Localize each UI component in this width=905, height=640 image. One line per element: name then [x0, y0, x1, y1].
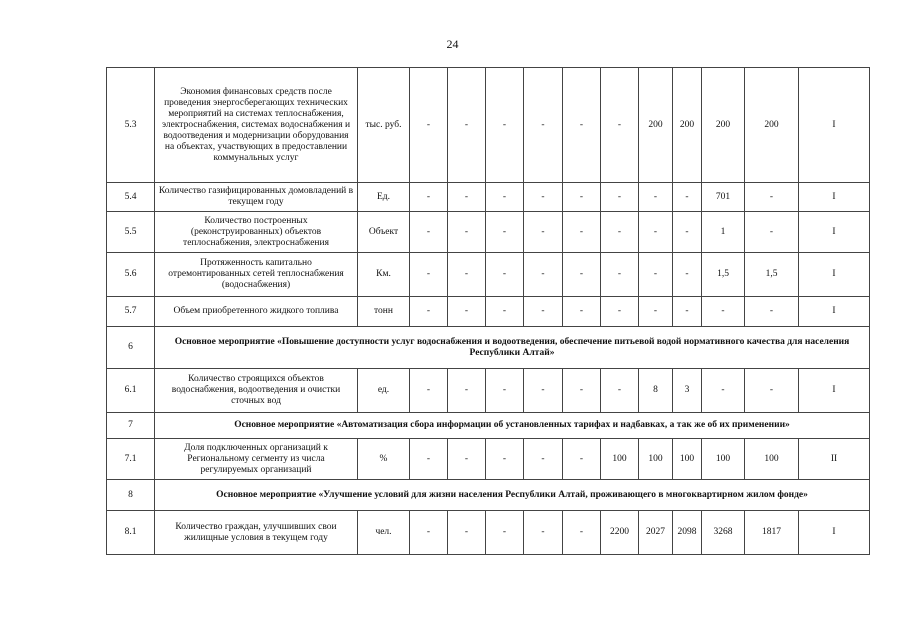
year-value: - [410, 439, 448, 480]
year-value: - [673, 297, 702, 327]
unit: % [358, 439, 410, 480]
year-value: - [702, 297, 745, 327]
unit: Ед. [358, 183, 410, 212]
year-value: - [524, 439, 563, 480]
year-value: 2027 [639, 511, 673, 555]
indicator-name: Количество построенных (реконструированных) объектов теплоснабжения, электроснабжения [155, 212, 358, 253]
year-value: 2098 [673, 511, 702, 555]
year-value: - [524, 212, 563, 253]
year-value: - [563, 183, 601, 212]
indicator-name: Экономия финансовых средств после проведения энергосберегающих технических мероприятий на системах теплоснабжения, электроснабжения, системах водоснабжения и водоотведения и модернизации оборудования на объектах, участвующих в предоставлении коммунальных услуг [155, 68, 358, 183]
year-value: - [639, 212, 673, 253]
year-value: 200 [639, 68, 673, 183]
section-row [107, 413, 870, 439]
year-value: - [745, 183, 799, 212]
year-value: - [639, 183, 673, 212]
period: I [799, 297, 870, 327]
year-value: 701 [702, 183, 745, 212]
row-number: 5.3 [107, 68, 155, 183]
year-value: - [486, 253, 524, 297]
year-value: - [673, 212, 702, 253]
table-row [107, 183, 870, 212]
year-value: - [486, 297, 524, 327]
section-row [107, 327, 870, 369]
section-row [107, 480, 870, 511]
unit: чел. [358, 511, 410, 555]
period: I [799, 253, 870, 297]
year-value: - [563, 212, 601, 253]
year-value: - [448, 297, 486, 327]
year-value: - [524, 253, 563, 297]
indicator-name: Объем приобретенного жидкого топлива [155, 297, 358, 327]
unit: Км. [358, 253, 410, 297]
year-value: - [524, 68, 563, 183]
year-value: - [448, 253, 486, 297]
row-number: 6.1 [107, 369, 155, 413]
year-value: 100 [745, 439, 799, 480]
year-value: - [601, 369, 639, 413]
period: I [799, 511, 870, 555]
table-row [107, 369, 870, 413]
year-value: - [410, 297, 448, 327]
year-value: - [410, 253, 448, 297]
row-number: 7 [107, 413, 155, 439]
row-number: 5.4 [107, 183, 155, 212]
year-value: 100 [639, 439, 673, 480]
row-number: 7.1 [107, 439, 155, 480]
section-title: Основное мероприятие «Повышение доступности услуг водоснабжения и водоотведения, обеспечение питьевой водой нормативного качества для населения Республики Алтай» [155, 327, 870, 369]
table-row [107, 511, 870, 555]
unit: тыс. руб. [358, 68, 410, 183]
year-value: - [639, 253, 673, 297]
indicator-name: Количество газифицированных домовладений в текущем году [155, 183, 358, 212]
table-row [107, 68, 870, 183]
year-value: 2200 [601, 511, 639, 555]
indicator-name: Протяженность капитально отремонтированных сетей теплоснабжения (водоснабжения) [155, 253, 358, 297]
row-number: 5.5 [107, 212, 155, 253]
year-value: 100 [601, 439, 639, 480]
year-value: - [563, 511, 601, 555]
section-title: Основное мероприятие «Улучшение условий для жизни населения Республики Алтай, проживающего в многоквартирном жилом фонде» [155, 480, 870, 511]
year-value: 200 [673, 68, 702, 183]
year-value: - [410, 68, 448, 183]
row-number: 6 [107, 327, 155, 369]
year-value: 200 [702, 68, 745, 183]
section-title: Основное мероприятие «Автоматизация сбора информации об установленных тарифах и надбавках, а так же об их применении» [155, 413, 870, 439]
year-value: 1,5 [702, 253, 745, 297]
year-value: - [639, 297, 673, 327]
year-value: - [410, 183, 448, 212]
year-value: - [486, 212, 524, 253]
table-row [107, 297, 870, 327]
year-value: 1,5 [745, 253, 799, 297]
indicator-name: Количество строящихся объектов водоснабжения, водоотведения и очистки сточных вод [155, 369, 358, 413]
row-number: 5.7 [107, 297, 155, 327]
year-value: - [563, 297, 601, 327]
year-value: - [673, 183, 702, 212]
period: I [799, 68, 870, 183]
row-number: 8.1 [107, 511, 155, 555]
year-value: - [601, 68, 639, 183]
unit: Объект [358, 212, 410, 253]
table-row [107, 439, 870, 480]
row-number: 5.6 [107, 253, 155, 297]
year-value: 200 [745, 68, 799, 183]
year-value: - [601, 183, 639, 212]
year-value: 8 [639, 369, 673, 413]
year-value: - [601, 253, 639, 297]
period: II [799, 439, 870, 480]
period: I [799, 183, 870, 212]
year-value: 100 [702, 439, 745, 480]
year-value: 3 [673, 369, 702, 413]
year-value: - [524, 297, 563, 327]
unit: тонн [358, 297, 410, 327]
table-row [107, 212, 870, 253]
year-value: - [448, 439, 486, 480]
year-value: - [563, 253, 601, 297]
year-value: - [448, 369, 486, 413]
year-value: - [601, 212, 639, 253]
year-value: - [673, 253, 702, 297]
year-value: - [486, 439, 524, 480]
year-value: 3268 [702, 511, 745, 555]
year-value: - [563, 68, 601, 183]
indicator-name: Количество граждан, улучшивших свои жилищные условия в текущем году [155, 511, 358, 555]
year-value: - [524, 511, 563, 555]
year-value: - [448, 68, 486, 183]
year-value: 1817 [745, 511, 799, 555]
indicators-table-body [107, 68, 870, 555]
year-value: - [410, 369, 448, 413]
year-value: - [745, 212, 799, 253]
page-number: 24 [446, 37, 459, 51]
year-value: - [486, 511, 524, 555]
year-value: - [563, 439, 601, 480]
year-value: - [448, 212, 486, 253]
year-value: - [486, 369, 524, 413]
year-value: - [486, 68, 524, 183]
year-value: - [448, 183, 486, 212]
year-value: - [410, 212, 448, 253]
year-value: - [601, 297, 639, 327]
year-value: - [702, 369, 745, 413]
indicator-name: Доля подключенных организаций к Региональному сегменту из числа регулируемых организаций [155, 439, 358, 480]
year-value: 1 [702, 212, 745, 253]
year-value: - [448, 511, 486, 555]
period: I [799, 212, 870, 253]
unit: ед. [358, 369, 410, 413]
row-number: 8 [107, 480, 155, 511]
year-value: - [745, 297, 799, 327]
year-value: - [563, 369, 601, 413]
table-row [107, 253, 870, 297]
year-value: - [524, 369, 563, 413]
year-value: - [524, 183, 563, 212]
year-value: 100 [673, 439, 702, 480]
indicators-table [106, 67, 870, 555]
year-value: - [410, 511, 448, 555]
year-value: - [486, 183, 524, 212]
year-value: - [745, 369, 799, 413]
period: I [799, 369, 870, 413]
